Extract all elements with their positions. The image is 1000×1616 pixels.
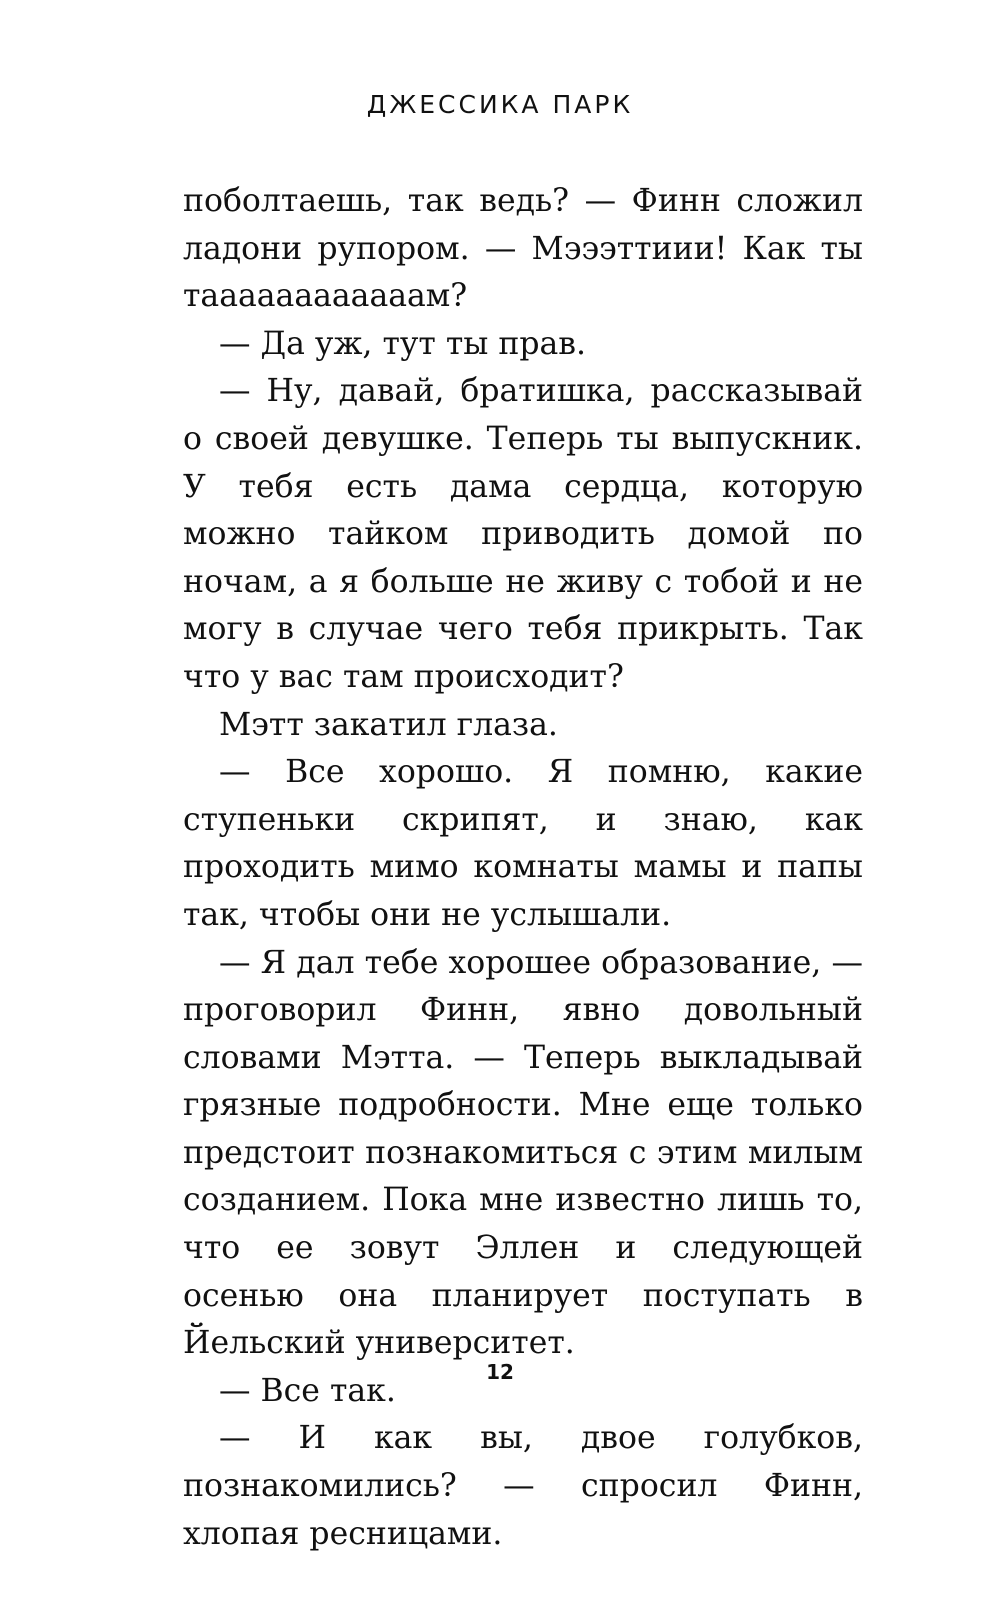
paragraph-1: поболтаешь, так ведь? — Финн сложил ладони рупором. — Мэээттиии! Как ты таааааааааааам? (183, 183, 863, 315)
paragraph-8: — И как вы, двое голубков, познакомились? — спросил Финн, хлопая ресницами. (183, 1420, 863, 1552)
paragraph-3: — Ну, давай, братишка, рассказывай о своей девушке. Теперь ты выпускник. У тебя есть дама сердца, которую можно тайком приводить домой по ночам, а я больше не живу с тобой и не могу в случае чего тебя прикрыть. Так что у вас там происходит? (183, 373, 863, 695)
body-text (183, 178, 863, 1558)
paragraph-4: Мэтт закатил глаза. (219, 706, 558, 743)
paragraph-5: — Все хорошо. Я помню, какие ступеньки скрипят, и знаю, как проходить мимо комнаты мамы и папы так, чтобы они не услышали. (183, 754, 863, 933)
paragraph-7: — Все так. (219, 1372, 396, 1409)
running-head-author: ДЖЕССИКА ПАРК (366, 90, 634, 119)
paragraph-2: — Да уж, тут ты прав. (219, 325, 587, 362)
paragraph-6: — Я дал тебе хорошее образование, — проговорил Финн, явно довольный словами Мэтта. — Теперь выкладывай грязные подробности. Мне еще только предстоит познакомиться с этим милым созданием. Пока мне известно лишь то, что ее зовут Эллен и следующей осенью она планирует поступать в Йельский университет. (183, 944, 863, 1362)
page-number: 12 (486, 1360, 514, 1384)
